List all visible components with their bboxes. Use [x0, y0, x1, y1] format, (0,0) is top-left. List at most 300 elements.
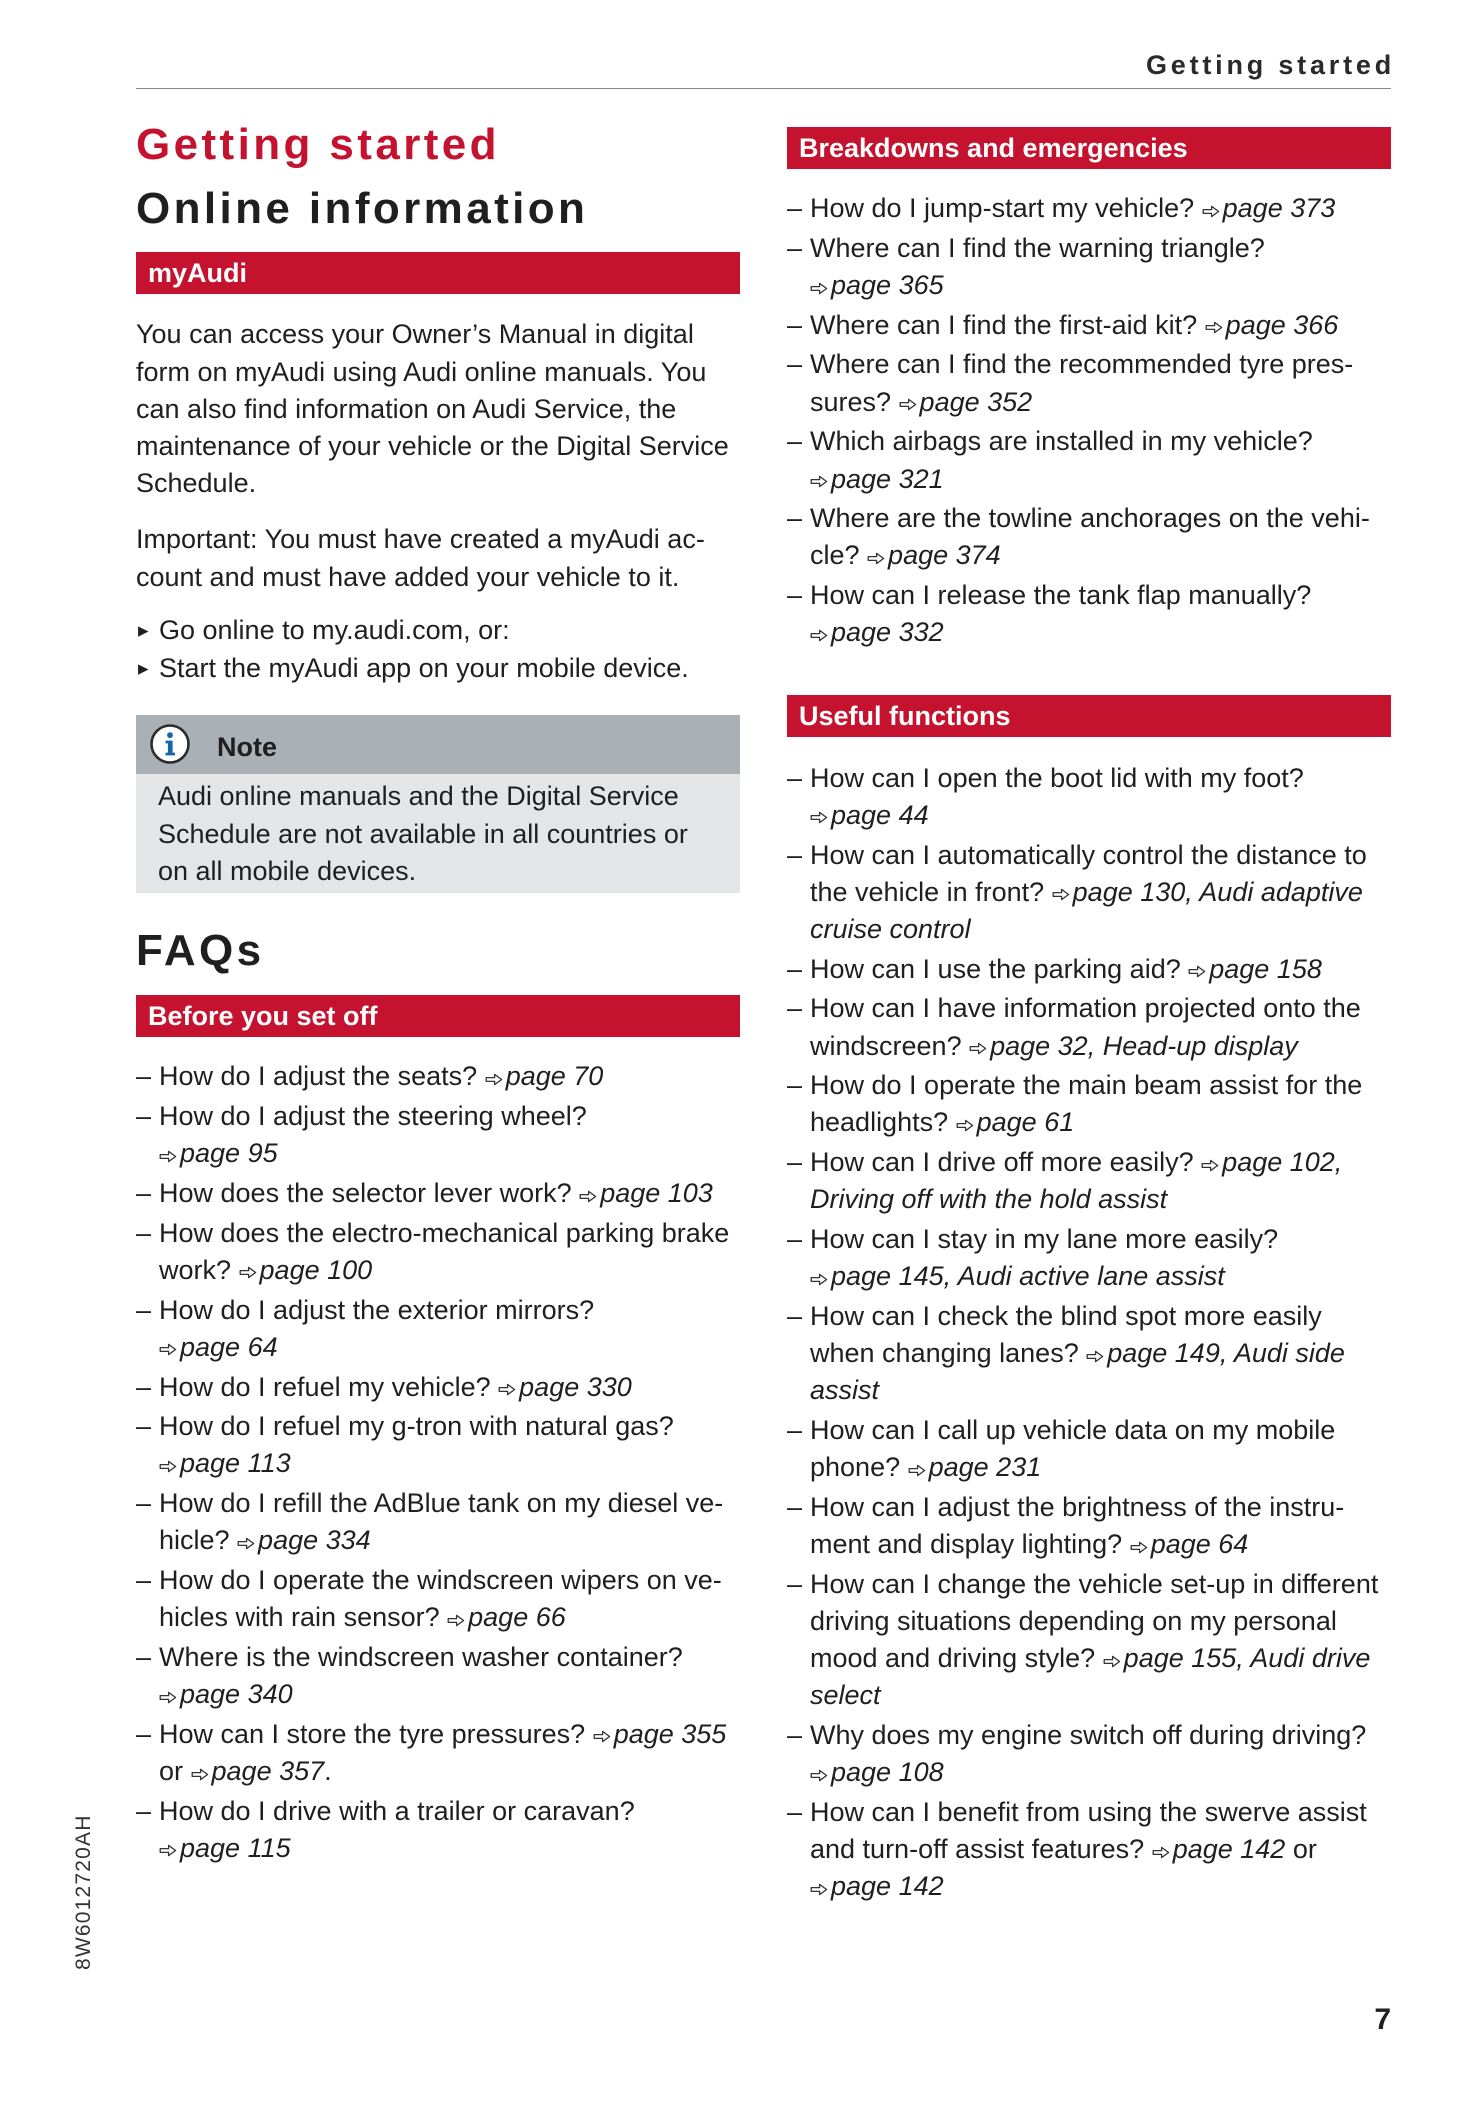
page-reference	[1130, 1529, 1249, 1559]
list-dash: –	[787, 1491, 803, 1522]
page-reference	[447, 1602, 566, 1632]
page-reference-arrow-icon	[498, 1383, 516, 1396]
question-text: windscreen?	[810, 1030, 970, 1061]
faq-line	[159, 1599, 740, 1636]
list-dash: –	[787, 1070, 803, 1101]
header-rule	[136, 88, 1391, 90]
list-dash: –	[787, 1147, 803, 1178]
page-reference-text: page 113	[180, 1448, 291, 1479]
page-reference-arrow-icon	[593, 1730, 611, 1743]
question-text: driving situations depending on my personal	[810, 1606, 1337, 1637]
page-reference	[1103, 1643, 1371, 1673]
page-reference-arrow-icon	[810, 811, 828, 824]
page-reference	[810, 1261, 1225, 1291]
faq-line	[810, 1640, 1391, 1677]
faq-line	[159, 1562, 740, 1599]
faq-line	[810, 1181, 1391, 1218]
faq-line	[810, 500, 1391, 537]
list-dash: –	[136, 1101, 152, 1132]
list-dash: –	[787, 503, 803, 534]
list-dash: –	[787, 1568, 803, 1599]
page-reference	[1205, 310, 1339, 340]
faq-item	[787, 1221, 1391, 1295]
faq-line	[159, 1716, 740, 1753]
page-reference-arrow-icon	[956, 1119, 974, 1132]
faq-line	[159, 1252, 740, 1289]
question-text: How do I refill the AdBlue tank on my diesel ve-	[159, 1488, 724, 1519]
page-reference-arrow-icon	[810, 282, 828, 295]
myaudi-paragraph-1	[136, 316, 740, 502]
page-reference-arrow-icon	[579, 1190, 597, 1203]
page-reference	[956, 1107, 1075, 1137]
question-text: mood and driving style?	[810, 1643, 1103, 1674]
paragraph-line: can also find information on Audi Service, the	[136, 393, 677, 424]
list-dash: –	[787, 953, 803, 984]
step-marker-icon: ▸	[138, 655, 149, 680]
page-reference	[810, 617, 944, 647]
page-reference-text: page 365	[831, 270, 944, 300]
faq-item	[787, 1067, 1391, 1141]
page-reference-arrow-icon	[191, 1768, 209, 1781]
question-text: or	[1285, 1834, 1317, 1865]
list-dash: –	[787, 993, 803, 1024]
page-reference-arrow-icon	[447, 1614, 465, 1627]
faq-item	[787, 1489, 1391, 1563]
faq-line	[810, 1566, 1391, 1603]
page-reference-text: page 158	[1209, 953, 1322, 984]
question-text: How can I have information projected onto the	[810, 993, 1361, 1024]
question-text: How can I stay in my lane more easily?	[810, 1224, 1279, 1255]
myaudi-paragraph-2	[136, 521, 740, 595]
question-text: hicles with rain sensor?	[159, 1602, 448, 1633]
note-body	[136, 774, 740, 893]
list-dash: –	[136, 1565, 152, 1596]
page-reference	[1152, 1834, 1286, 1864]
faq-line	[159, 1369, 740, 1406]
faq-item	[787, 1717, 1391, 1791]
page-number: 7	[1374, 2003, 1391, 2036]
list-dash: –	[136, 1217, 152, 1248]
page-reference-arrow-icon	[1130, 1541, 1148, 1554]
section-bar-myaudi: myAudi	[136, 252, 740, 294]
page-reference-arrow-icon	[1152, 1846, 1170, 1859]
note-header	[136, 715, 740, 774]
question-text: How do I adjust the exterior mirrors?	[159, 1294, 595, 1325]
page-reference-text: page 142	[831, 1871, 944, 1902]
page-reference	[810, 1871, 944, 1901]
faq-list-before-you-set-off	[136, 1058, 740, 1867]
section-bar-before-you-set-off: Before you set off	[136, 995, 740, 1037]
faq-line	[810, 1258, 1391, 1295]
page-reference	[191, 1756, 325, 1786]
paragraph-line: maintenance of your vehicle or the Digital Service	[136, 431, 729, 461]
faq-line	[159, 1676, 740, 1713]
faq-line	[810, 384, 1391, 421]
section-bar-breakdowns-and-emergencies: Breakdowns and emergencies	[787, 127, 1391, 169]
faq-item	[136, 1215, 740, 1289]
note-line: on all mobile devices.	[158, 855, 417, 886]
question-text: hicle?	[159, 1525, 238, 1556]
question-text: phone?	[810, 1452, 908, 1483]
question-text: headlights?	[810, 1107, 956, 1138]
faq-line	[810, 990, 1391, 1027]
page-reference-arrow-icon	[810, 1769, 828, 1782]
page-reference-text: page 334	[258, 1525, 371, 1556]
question-text: How can I store the tyre pressures?	[159, 1718, 593, 1749]
page-reference-text: page 330	[519, 1371, 632, 1402]
page-reference-text: page 155, Audi drive	[1123, 1643, 1371, 1674]
step-item	[136, 650, 740, 687]
page-reference	[498, 1372, 632, 1402]
page-reference-text: page 321	[831, 463, 944, 494]
document-code: 8W6012720AH	[72, 1814, 95, 1970]
question-text: How can I call up vehicle data on my mobile	[810, 1415, 1336, 1446]
page-reference-arrow-icon	[899, 398, 917, 411]
page-reference-arrow-icon	[1201, 1159, 1219, 1172]
section-bar-useful-functions: Useful functions	[787, 695, 1391, 737]
page-reference	[810, 1757, 944, 1787]
faq-line	[810, 1298, 1391, 1335]
page-reference-text: page 64	[1150, 1529, 1249, 1560]
page-reference	[1086, 1338, 1345, 1368]
faq-line	[810, 874, 1391, 911]
faq-item	[787, 1144, 1391, 1218]
chapter-title: Getting started	[136, 120, 500, 169]
faq-line	[810, 461, 1391, 498]
list-dash: –	[787, 1415, 803, 1446]
faq-line	[810, 614, 1391, 651]
page-reference-arrow-icon	[969, 1042, 987, 1055]
faq-line	[159, 1639, 740, 1676]
faq-item	[787, 951, 1391, 988]
question-text: Why does my engine switch off during driving?	[810, 1720, 1367, 1751]
page-reference-text: page 61	[976, 1107, 1075, 1138]
list-dash: –	[787, 580, 803, 611]
faq-item	[136, 1485, 740, 1559]
page-reference	[159, 1833, 291, 1863]
question-text: How do I refuel my g-tron with natural gas?	[159, 1411, 674, 1442]
page-reference	[159, 1448, 291, 1478]
faq-line	[159, 1098, 740, 1135]
faq-item	[136, 1639, 740, 1713]
page-reference	[239, 1255, 373, 1285]
question-text: How do I operate the main beam assist for the	[810, 1070, 1363, 1101]
page-reference-text: page 366	[1225, 309, 1339, 340]
faq-line	[810, 951, 1391, 988]
list-dash: –	[136, 1178, 152, 1208]
page-reference-text: page 352	[919, 386, 1033, 417]
faq-line	[159, 1135, 740, 1172]
list-dash: –	[787, 1224, 803, 1255]
page-reference-text: page 340	[180, 1679, 293, 1710]
faq-line	[810, 1144, 1391, 1181]
faq-line	[810, 1067, 1391, 1104]
note-box	[136, 715, 740, 893]
page-reference-text: page 70	[505, 1061, 604, 1092]
page-reference	[899, 387, 1033, 417]
faq-line	[159, 1793, 740, 1830]
faq-line	[810, 190, 1391, 227]
faq-item	[787, 577, 1391, 651]
page-reference-text: page 95	[180, 1138, 278, 1169]
page-reference	[1188, 954, 1322, 984]
question-text: Where can I find the recommended tyre pres-	[810, 349, 1354, 380]
page-reference	[1052, 877, 1363, 907]
faq-line	[810, 1104, 1391, 1141]
faq-line	[159, 1485, 740, 1522]
question-text: Where are the towline anchorages on the vehi-	[810, 503, 1370, 534]
question-text: .	[324, 1756, 332, 1787]
faq-item	[136, 1175, 740, 1212]
page-reference-text: page 108	[831, 1757, 944, 1788]
faq-item	[787, 760, 1391, 834]
faq-item	[787, 423, 1391, 497]
page-reference-arrow-icon	[810, 1883, 828, 1896]
faq-line	[159, 1058, 740, 1095]
paragraph-line: You can access your Owner’s Manual in digital	[136, 319, 694, 350]
page-reference-arrow-icon	[159, 1460, 177, 1473]
page-reference-text: page 373	[1222, 193, 1336, 224]
list-dash: –	[787, 193, 803, 224]
note-line: Audi online manuals and the Digital Service	[158, 781, 679, 812]
faq-line	[159, 1175, 740, 1212]
faq-item	[787, 230, 1391, 304]
faq-line	[810, 346, 1391, 383]
faq-line	[810, 537, 1391, 574]
page-reference-arrow-icon	[237, 1537, 255, 1550]
paragraph-line: form on myAudi using Audi online manuals. You	[136, 356, 707, 387]
faq-list-useful-functions	[787, 760, 1391, 1906]
question-text: the vehicle in front?	[810, 876, 1052, 907]
step-text: Start the myAudi app on your mobile device.	[159, 652, 689, 683]
faq-line	[810, 577, 1391, 614]
faq-line	[810, 230, 1391, 267]
page-reference-text: cruise control	[810, 913, 971, 944]
faq-line	[810, 1526, 1391, 1563]
page-reference-text: page 357	[211, 1756, 325, 1787]
page-reference-text: page 100	[259, 1254, 373, 1285]
faq-line	[159, 1522, 740, 1559]
question-text: How can I drive off more easily?	[810, 1147, 1202, 1178]
question-text: or	[159, 1756, 191, 1787]
faq-line	[159, 1329, 740, 1366]
page-reference-text: page 374	[888, 540, 1001, 571]
page-reference-text: page 231	[928, 1452, 1042, 1483]
faq-line	[810, 1449, 1391, 1486]
question-text: How does the electro-mechanical parking brake	[159, 1217, 730, 1248]
page-reference	[810, 270, 944, 300]
list-dash: –	[787, 309, 803, 340]
faqs-title: FAQs	[136, 926, 265, 975]
page-reference-arrow-icon	[810, 1273, 828, 1286]
page-reference-text: page 102,	[1222, 1147, 1343, 1178]
page-reference	[810, 464, 944, 494]
running-head: Getting started	[1145, 49, 1395, 80]
question-text: How can I check the blind spot more easily	[810, 1300, 1322, 1331]
paragraph-line: count and must have added your vehicle to it.	[136, 561, 680, 592]
page-reference-arrow-icon	[1188, 965, 1206, 978]
faq-item	[136, 1058, 740, 1095]
faq-line	[810, 1794, 1391, 1831]
page-reference-text: page 332	[831, 617, 944, 648]
question-text: How can I change the vehicle set-up in different	[810, 1568, 1379, 1599]
page-reference-arrow-icon	[1103, 1655, 1121, 1668]
list-dash: –	[136, 1371, 152, 1402]
step-marker-icon: ▸	[138, 618, 149, 643]
page-reference	[485, 1061, 604, 1091]
faq-line	[810, 1335, 1391, 1372]
page-reference-text: page 103	[600, 1178, 713, 1208]
faq-line	[810, 267, 1391, 304]
faq-line	[159, 1830, 740, 1867]
list-dash: –	[787, 762, 803, 793]
faq-line	[810, 423, 1391, 460]
question-text: How can I automatically control the distance to	[810, 839, 1367, 870]
page-reference-text: Driving off with the hold assist	[810, 1184, 1168, 1215]
faq-line	[810, 837, 1391, 874]
page-reference	[867, 540, 1001, 570]
faq-item	[787, 1412, 1391, 1486]
faq-item	[136, 1292, 740, 1366]
faq-item	[136, 1098, 740, 1172]
page-reference	[159, 1138, 278, 1168]
page-reference-arrow-icon	[810, 475, 828, 488]
faq-item	[136, 1562, 740, 1636]
page-reference	[908, 1452, 1042, 1482]
question-text: ment and display lighting?	[810, 1529, 1130, 1560]
list-dash: –	[136, 1718, 152, 1749]
faq-line	[159, 1445, 740, 1482]
faq-item	[787, 837, 1391, 949]
question-text: How do I refuel my vehicle?	[159, 1371, 499, 1402]
question-text: How can I adjust the brightness of the instru-	[810, 1491, 1345, 1522]
faq-item	[787, 346, 1391, 420]
list-dash: –	[787, 1720, 803, 1751]
page-reference-text: page 355	[613, 1718, 727, 1749]
myaudi-steps	[136, 612, 740, 686]
step-item	[136, 612, 740, 649]
question-text: work?	[159, 1254, 239, 1285]
faq-line	[810, 911, 1391, 948]
page-reference-arrow-icon	[867, 552, 885, 565]
page-reference-text: page 145, Audi active lane assist	[831, 1261, 1225, 1292]
page-reference-arrow-icon	[1052, 888, 1070, 901]
question-text: How can I use the parking aid?	[810, 953, 1189, 984]
page-reference	[969, 1031, 1298, 1061]
question-text: Where can I find the first-aid kit?	[810, 309, 1205, 340]
faq-list-breakdowns-and-emergencies	[787, 190, 1391, 651]
faq-item	[136, 1716, 740, 1790]
question-text: Which airbags are installed in my vehicle?	[810, 426, 1313, 457]
list-dash: –	[136, 1294, 152, 1325]
info-icon	[149, 723, 191, 765]
page-reference	[159, 1332, 278, 1362]
list-dash: –	[787, 349, 803, 380]
faq-line	[159, 1292, 740, 1329]
page-reference-text: page 142	[1172, 1834, 1286, 1865]
list-dash: –	[787, 232, 803, 263]
faq-item	[787, 1298, 1391, 1410]
question-text: How can I open the boot lid with my foot?	[810, 762, 1304, 793]
list-dash: –	[787, 426, 803, 457]
question-text: How can I release the tank flap manually?	[810, 580, 1312, 611]
faq-line	[810, 307, 1391, 344]
question-text: and turn-off assist features?	[810, 1834, 1152, 1865]
page-reference-text: page 66	[468, 1602, 566, 1633]
faq-line	[810, 1717, 1391, 1754]
page-reference	[1202, 193, 1336, 223]
page-reference-text: page 115	[180, 1832, 291, 1863]
faq-line	[810, 1603, 1391, 1640]
page-reference-arrow-icon	[159, 1691, 177, 1704]
list-dash: –	[136, 1641, 152, 1672]
page-reference-text: assist	[810, 1375, 880, 1406]
page-reference-arrow-icon	[1205, 321, 1223, 334]
question-text: Where can I find the warning triangle?	[810, 232, 1265, 263]
page-reference-text: page 44	[831, 799, 929, 830]
faq-line	[810, 1221, 1391, 1258]
faq-line	[810, 760, 1391, 797]
faq-line	[810, 1028, 1391, 1065]
faq-line	[810, 1372, 1391, 1409]
list-dash: –	[136, 1795, 152, 1826]
faq-item	[787, 1794, 1391, 1906]
faq-line	[810, 1489, 1391, 1526]
list-dash: –	[787, 1797, 803, 1828]
question-text: How do I operate the windscreen wipers on ve-	[159, 1565, 722, 1596]
faq-line	[810, 1754, 1391, 1791]
page-reference-text: page 130, Audi adaptive	[1072, 876, 1363, 907]
question-text: How do I jump-start my vehicle?	[810, 193, 1202, 224]
page-reference-arrow-icon	[1086, 1350, 1104, 1363]
list-dash: –	[787, 1300, 803, 1331]
list-dash: –	[787, 839, 803, 870]
faq-line	[810, 1677, 1391, 1714]
faq-item	[136, 1793, 740, 1867]
question-text: Where is the windscreen washer container?	[159, 1641, 683, 1672]
page-reference-arrow-icon	[908, 1464, 926, 1477]
question-text: How does the selector lever work?	[159, 1178, 580, 1208]
list-dash: –	[136, 1411, 152, 1442]
question-text: cle?	[810, 540, 868, 571]
page-reference	[579, 1178, 713, 1208]
question-text: How do I drive with a trailer or caravan?	[159, 1795, 635, 1826]
faq-item	[787, 500, 1391, 574]
page-reference-arrow-icon	[159, 1343, 177, 1356]
paragraph-line: Schedule.	[136, 468, 257, 499]
step-text: Go online to my.audi.com, or:	[159, 615, 510, 646]
question-text: when changing lanes?	[810, 1338, 1087, 1369]
paragraph-line: Important: You must have created a myAudi ac-	[136, 524, 705, 555]
page-reference	[810, 800, 929, 830]
question-text: sures?	[810, 386, 899, 417]
page-reference-arrow-icon	[1202, 205, 1220, 218]
page-reference	[237, 1525, 371, 1555]
faq-line	[810, 1412, 1391, 1449]
faq-line	[159, 1215, 740, 1252]
page-reference-text: page 149, Audi side	[1107, 1338, 1345, 1369]
question-text: How can I benefit from using the swerve assist	[810, 1797, 1367, 1828]
page-reference-arrow-icon	[239, 1266, 257, 1279]
page-reference	[593, 1719, 727, 1749]
faq-line	[159, 1753, 740, 1790]
page-reference	[1201, 1147, 1342, 1177]
faq-item	[787, 190, 1391, 227]
note-line: Schedule are not available in all countries or	[158, 818, 688, 849]
page-reference-arrow-icon	[485, 1073, 503, 1086]
faq-line	[159, 1408, 740, 1445]
question-text: How do I adjust the seats?	[159, 1061, 485, 1092]
